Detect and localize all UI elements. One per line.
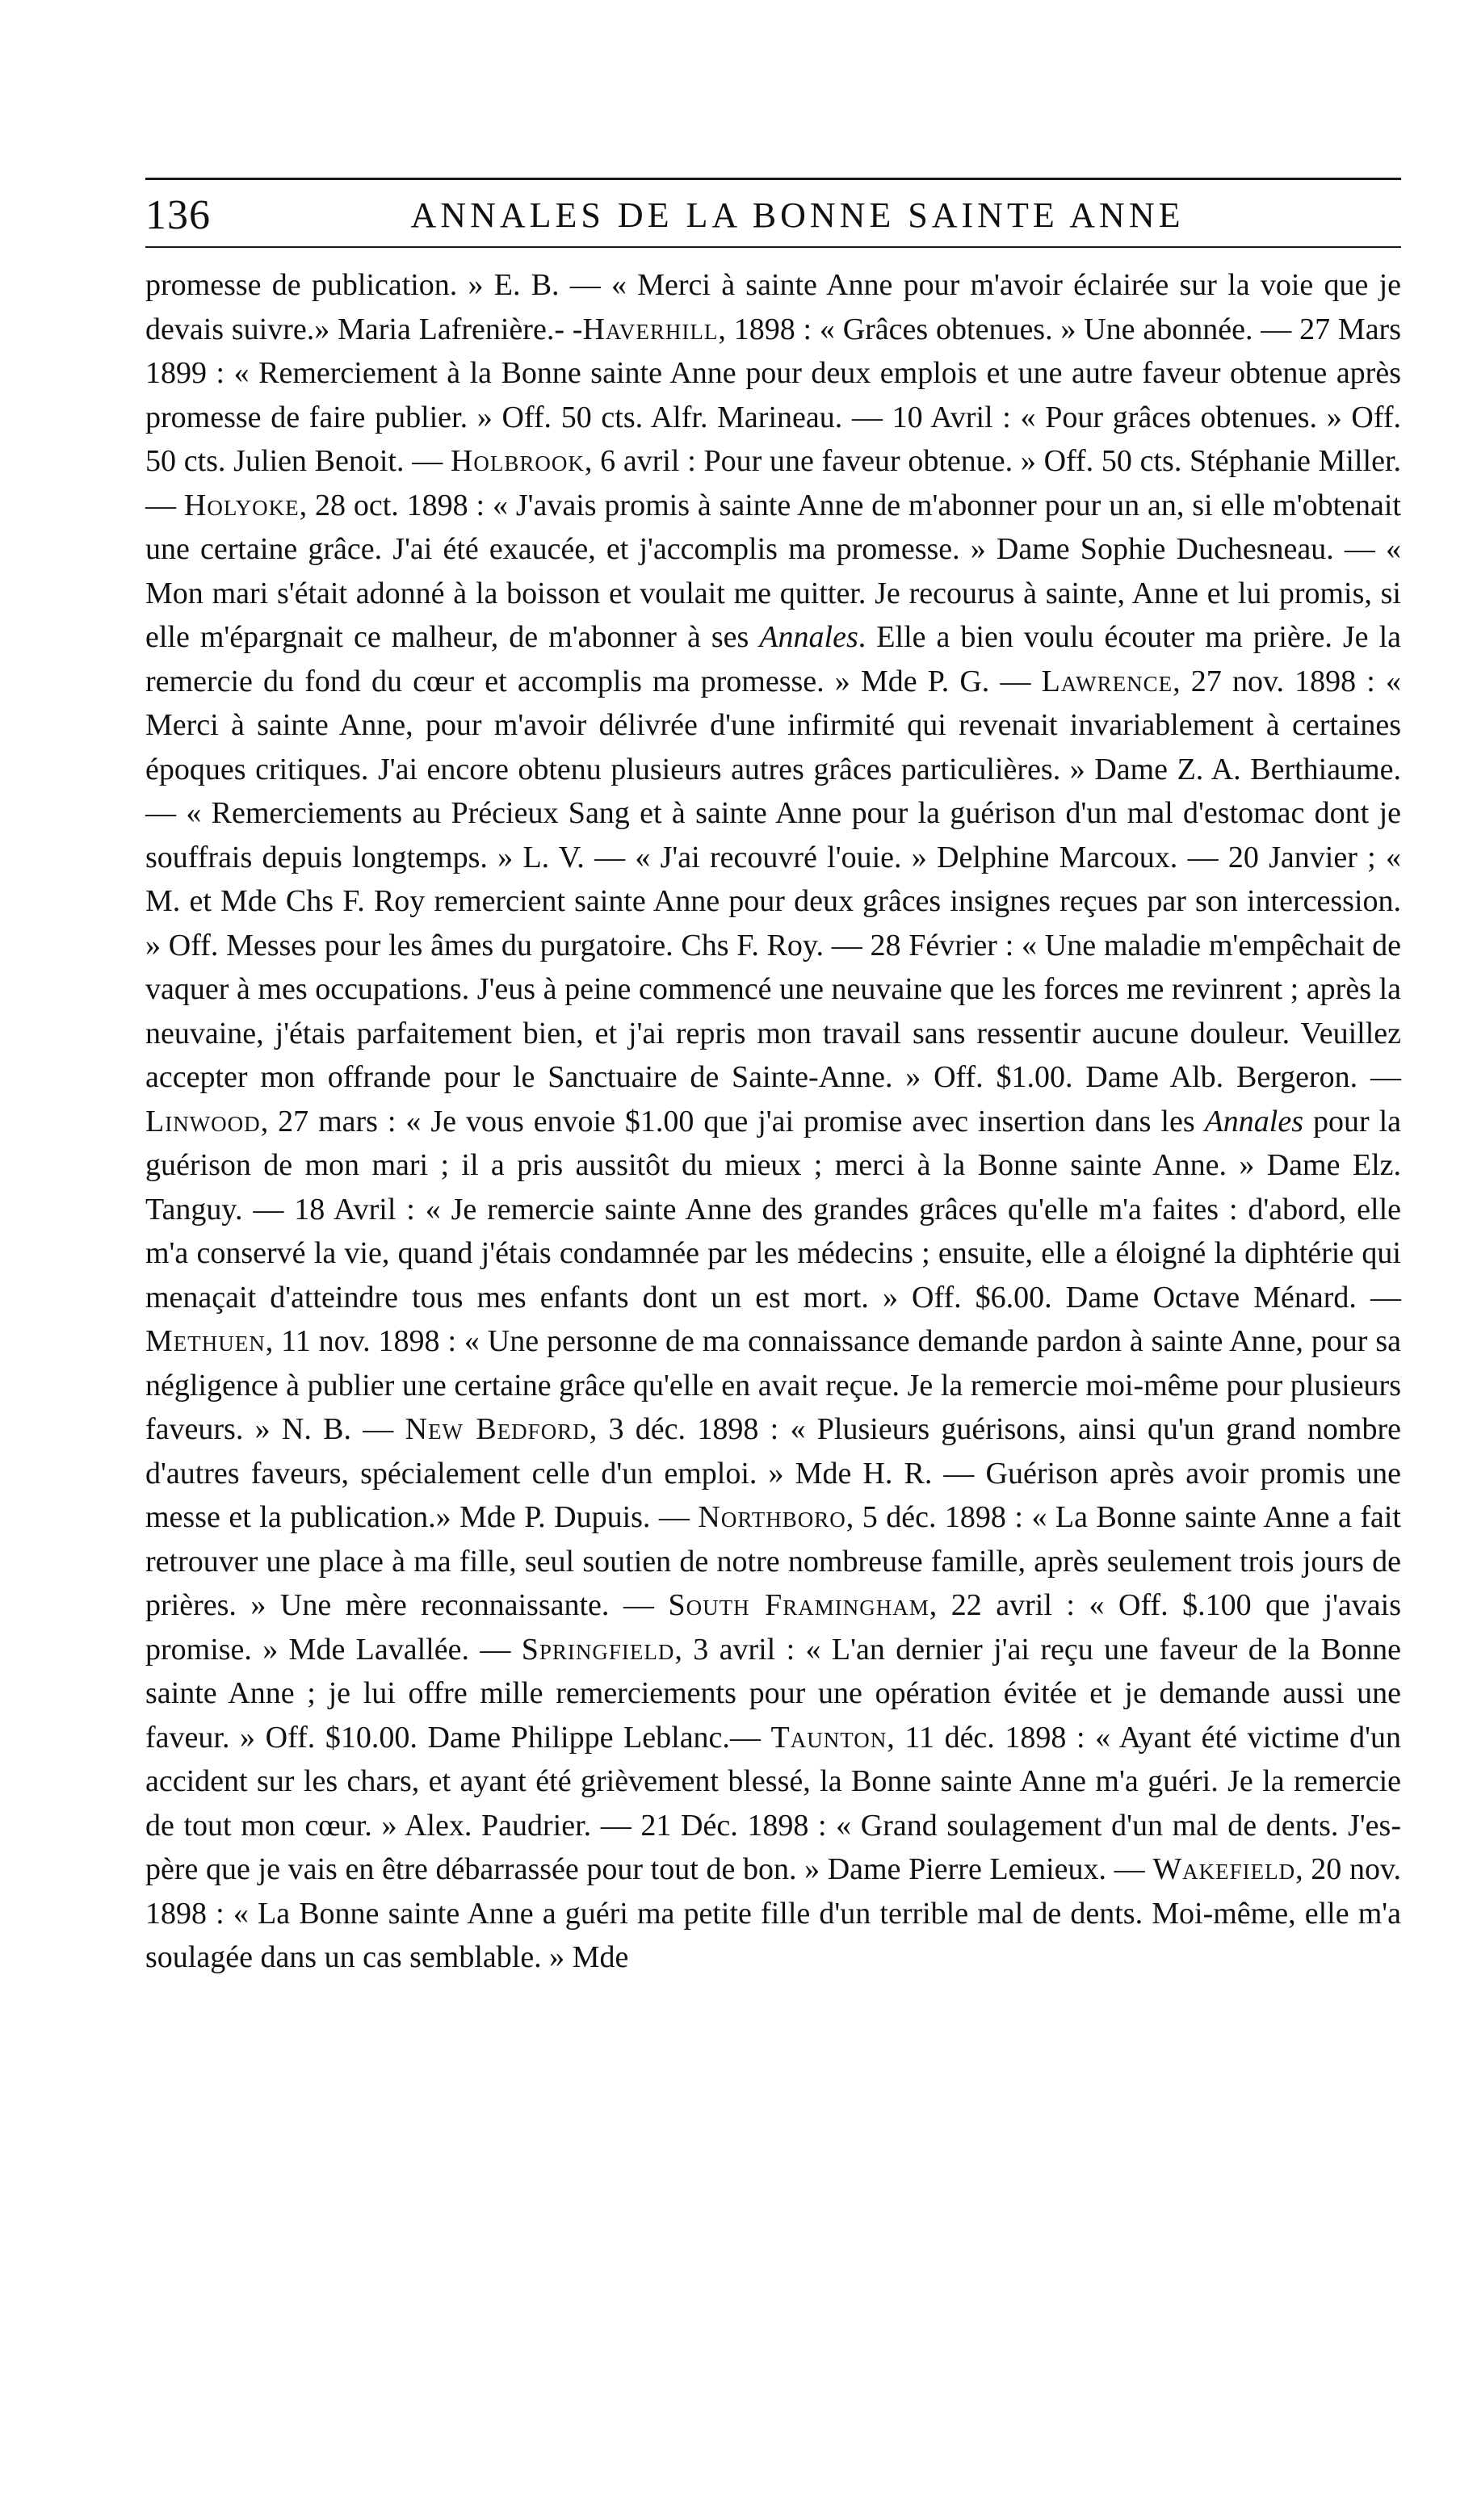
text-segment: , 11 nov. 1898 : « Une personne de ma connaissance demande pardon à sainte Anne, pour sa négligence à publier une certaine grâce qu'elle en avait reçue. Je la remercie moi-même pour plusieurs faveurs. » N. B. — (145, 1324, 1401, 1446)
body-text (145, 263, 1401, 1980)
place-name: Haverhill (582, 312, 719, 346)
italic-title: Annales (759, 620, 858, 654)
page-number: 136 (145, 192, 211, 238)
page-header (145, 187, 1401, 244)
body-paragraph (145, 263, 1401, 1980)
place-name: Northboro (698, 1500, 846, 1534)
text-segment: , 27 nov. 1898 : « Merci à sainte Anne, pour m'avoir délivrée d'une infirmité qui revenait invariablement à certaines époques critiques. J'ai encore obtenu plusieurs autres grâces particulières. » Dame Z. A. Berthiaume. — « Remerciements au Précieux Sang et à sainte Anne pour la guérison d'un mal d'estomac dont je souffrais depuis longtemps. » L. V. — « J'ai recouvré l'ouie. » Delphine Marcoux. — 20 Janvier ; « M. et Mde Chs F. Roy remercient sainte Anne pour deux grâces insignes reçues par son intercession. » Off. Messes pour les âmes du purgatoire. Chs F. Roy. — 28 Février : « Une maladie m'empêchait de vaquer à mes occupations. J'eus à peine commencé une neuvaine que les forces me revinrent ; après la neuvaine, j'étais parfaitement bien, et j'ai repris mon travail sans ressentir aucune douleur. Veuillez accepter mon offrande pour le Sanctuaire de Sainte-Anne. » Off. $1.00. Dame Alb. Bergeron. — (145, 664, 1401, 1094)
text-segment: , 1898 : « Grâces obtenues. » Une abonnée. — 27 Mars 1899 : « Remerciement à la Bonne sainte Anne pour deux emplois et une autre faveur obtenue après promesse de faire publier. » Off. 50 cts. Alfr. Marineau. — 10 Avril : « Pour grâces obtenues. » Off. 50 cts. Julien Benoit. — (145, 312, 1401, 478)
place-name: New Bedford (405, 1412, 590, 1446)
text-segment: . Elle a bien voulu écouter ma prière. Je la remercie du fond du cœur et accomplis ma promesse. » Mde P. G. — (145, 620, 1401, 698)
text-segment: , 11 déc. 1898 : « Ayant été victime d'un accident sur les chars, et ayant été grièvement blessé, la Bonne sainte Anne m'a guéri. Je la remercie de tout mon cœur. » Alex. Paudrier. — 21 Déc. 1898 : « Grand soulagement d'un mal de dents. J'espère que je vais en être débarrassée pour tout de bon. » Dame Pierre Lemieux. — (145, 1720, 1401, 1886)
text-segment: , 28 oct. 1898 : « J'avais promis à sainte Anne de m'abonner pour un an, si elle m'obtenait une certaine grâce. J'ai été exaucée, et j'accomplis ma promesse. » Dame Sophie Duchesneau. — « Mon mari s'était adonné à la boisson et voulait me quitter. Je recourus à sainte, Anne et lui promis, si elle m'épargnait ce malheur, de m'abonner à ses (145, 488, 1401, 654)
text-segment: , 6 avril : Pour une faveur obtenue. » Off. 50 cts. Stéphanie Miller. — (145, 444, 1402, 522)
text-segment: , 27 mars : « Je vous envoie $1.00 que j'ai promise avec insertion dans les (260, 1104, 1205, 1138)
text-segment: , 22 avril : « Off. $.100 que j'avais promise. » Mde Lavallée. — (145, 1588, 1401, 1667)
place-name: Wakefield (1152, 1852, 1296, 1886)
text-segment: , 3 déc. 1898 : « Plusieurs guérisons, ainsi qu'un grand nombre d'autres faveurs, spécialement celle d'un emploi. » Mde H. R. — Guérison après avoir promis une messe et la publication.» Mde P. Dupuis. — (145, 1412, 1401, 1534)
italic-title: Annales (1204, 1104, 1304, 1138)
text-segment: , 20 nov. 1898 : « La Bonne sainte Anne a guéri ma petite fille d'un terrible mal de dents. Moi-même, elle m'a soulagée dans un cas semblable. » Mde (145, 1852, 1401, 1974)
place-name: South Framingham (668, 1588, 929, 1622)
place-name: Holbrook (450, 444, 585, 478)
text-segment: , 5 déc. 1898 : « La Bonne sainte Anne a fait retrouver une place à ma fille, seul soutien de notre nombreuse famille, après seulement trois jours de prières. » Une mère reconnaissante. — (145, 1500, 1401, 1622)
text-segment: , 3 avril : « L'an dernier j'ai reçu une faveur de la Bonne sainte Anne ; je lui offre mille remerciements pour une opération évitée et je demande aussi une faveur. » Off. $10.00. Dame Philippe Leblanc.— (145, 1632, 1401, 1755)
place-name: Holyoke (183, 488, 300, 522)
text-segment: promesse de publication. » E. B. — « Merci à sainte Anne pour m'avoir éclairée sur la voie que je devais suivre.» Maria Lafrenière.- - (145, 268, 1401, 346)
place-name: Taunton (770, 1720, 887, 1755)
place-name: Methuen (145, 1324, 266, 1358)
place-name: Linwood (145, 1104, 261, 1138)
text-segment: pour la guérison de mon mari ; il a pris aussitôt du mieux ; merci à la Bonne sainte Anne. » Dame Elz. Tanguy. — 18 Avril : « Je remercie sainte Anne des grandes grâces qu'elle m'a faites : d'abord, elle m'a conservé la vie, quand j'étais condamnée par les médecins ; ensuite, elle a éloigné la diphtérie qui menaçait d'atteindre tous mes enfants dont un est mort. » Off. $6.00. Dame Octave Ménard. — (145, 1104, 1401, 1315)
place-name: Springfield (521, 1632, 675, 1667)
top-rule (145, 178, 1401, 180)
place-name: Lawrence (1041, 664, 1173, 698)
running-title: ANNALES DE LA BONNE SAINTE ANNE (410, 195, 1185, 235)
header-rule (145, 246, 1401, 248)
